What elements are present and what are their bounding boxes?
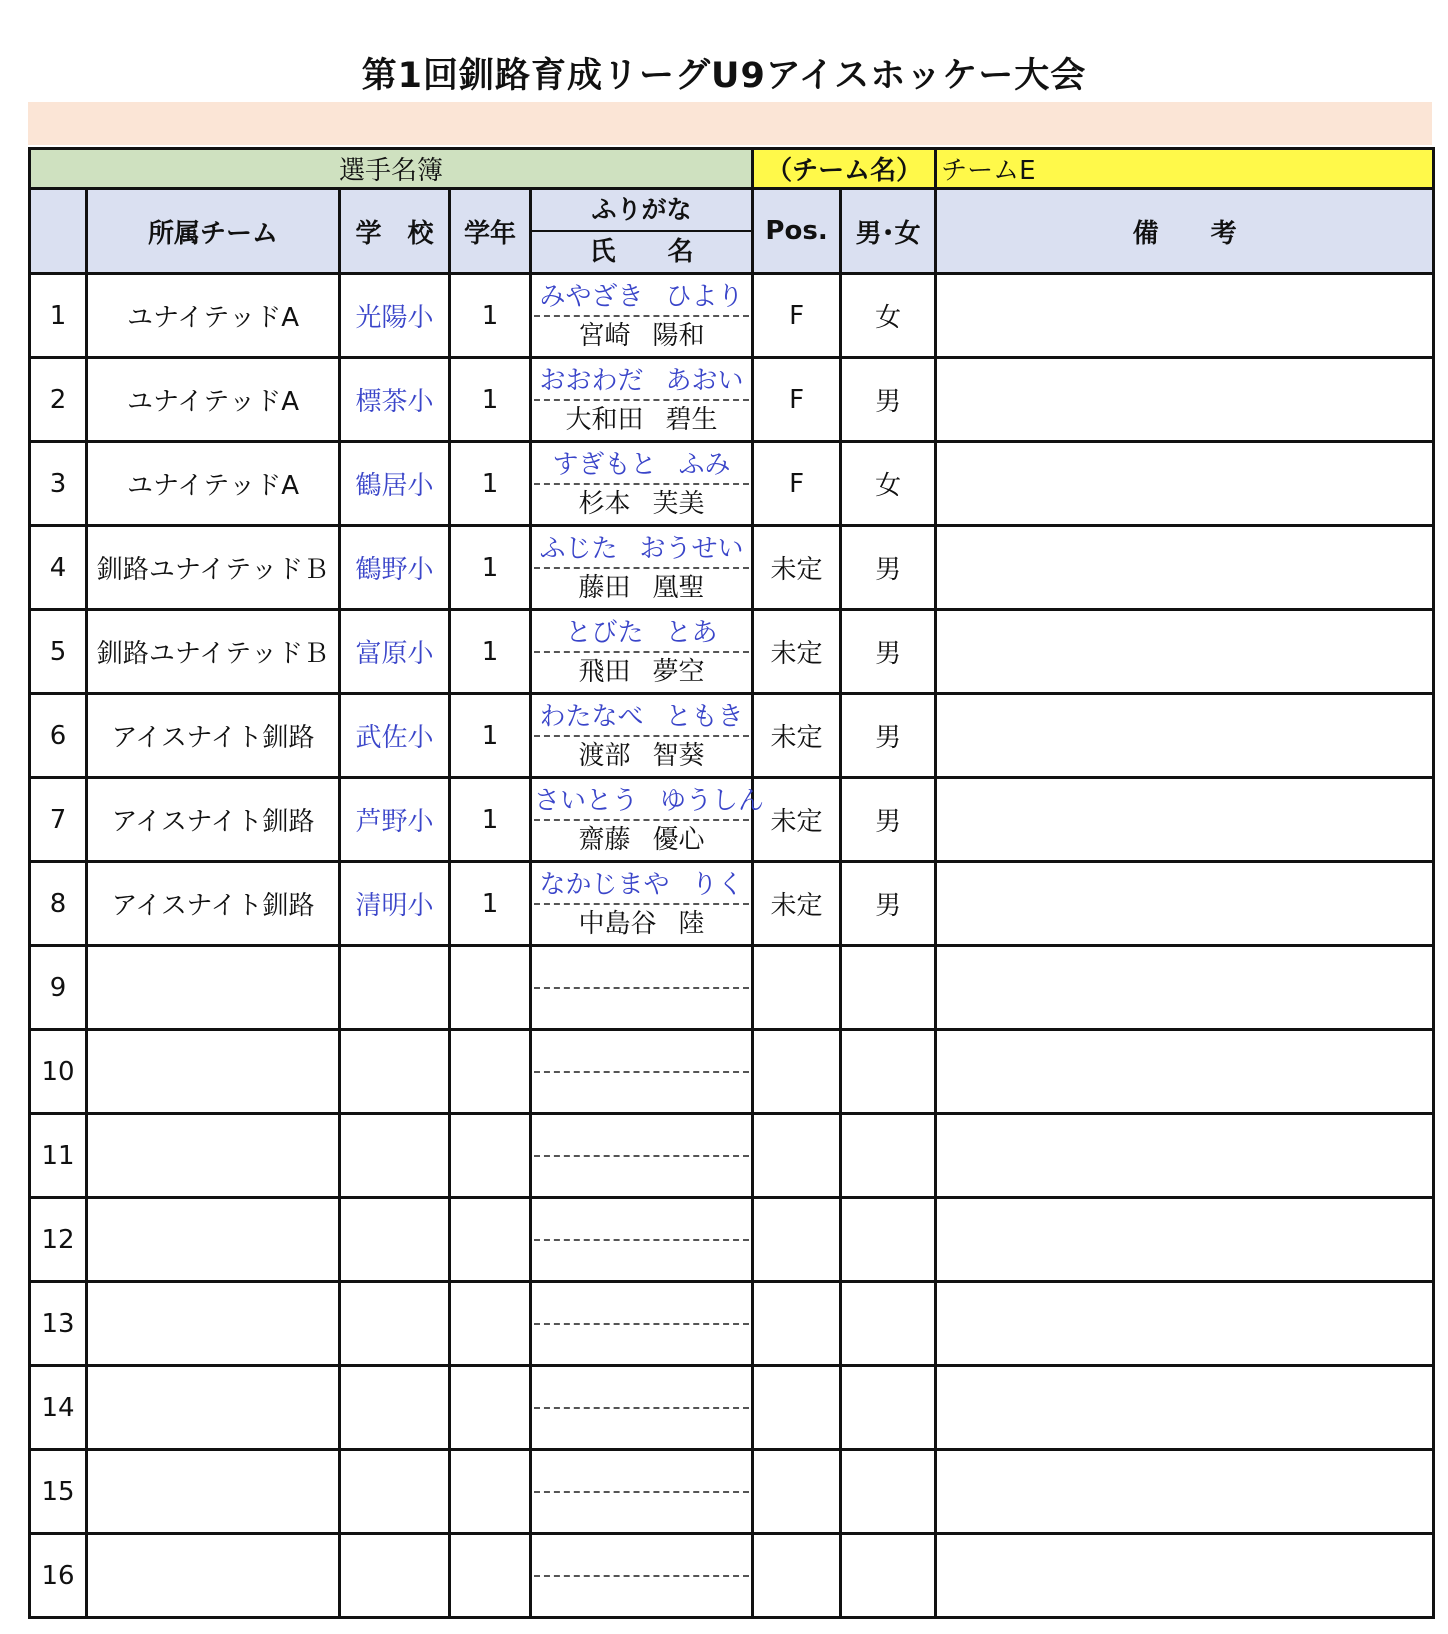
row-number: 12 [30, 1198, 87, 1282]
grade-cell[interactable]: 1 [450, 778, 531, 862]
first-name: 優心 [652, 824, 705, 855]
grade-cell[interactable]: 1 [450, 442, 531, 526]
name-line [532, 905, 751, 943]
furigana-line [534, 613, 749, 653]
gender-cell[interactable]: 男 [841, 610, 936, 694]
remarks-cell[interactable] [936, 1198, 1434, 1282]
team-cell[interactable]: ユナイテッドA [87, 442, 340, 526]
gender-cell[interactable] [841, 1114, 936, 1198]
pos-cell[interactable] [753, 1366, 841, 1450]
player-row [30, 1198, 1434, 1282]
player-row [30, 442, 1434, 526]
row-number: 4 [30, 526, 87, 610]
kana-last: なかじまや [539, 869, 670, 900]
school-cell[interactable]: 芦野小 [340, 778, 450, 862]
row-number: 3 [30, 442, 87, 526]
gender-cell[interactable] [841, 1030, 936, 1114]
remarks-cell[interactable] [936, 1366, 1434, 1450]
furigana-line [534, 445, 749, 485]
grade-cell[interactable] [450, 1450, 531, 1534]
gender-cell[interactable] [841, 946, 936, 1030]
grade-cell[interactable] [450, 946, 531, 1030]
pos-cell[interactable]: 未定 [753, 694, 841, 778]
name-cell[interactable] [531, 1198, 753, 1282]
grade-cell[interactable] [450, 1534, 531, 1618]
grade-cell[interactable]: 1 [450, 610, 531, 694]
furigana-line [534, 361, 749, 401]
row-number: 1 [30, 274, 87, 358]
pos-cell[interactable] [753, 1534, 841, 1618]
player-row [30, 1030, 1434, 1114]
school-cell[interactable]: 清明小 [340, 862, 450, 946]
kana-last: さいとう [534, 785, 639, 816]
team-name-label: （チーム名） [753, 149, 936, 189]
row-number: 7 [30, 778, 87, 862]
team-cell[interactable] [87, 1366, 340, 1450]
school-cell[interactable] [340, 1198, 450, 1282]
row-number: 2 [30, 358, 87, 442]
grade-cell[interactable] [450, 1114, 531, 1198]
player-row [30, 862, 1434, 946]
school-cell[interactable] [340, 1534, 450, 1618]
grade-cell[interactable] [450, 1198, 531, 1282]
team-cell[interactable] [87, 1282, 340, 1366]
name-line [532, 569, 751, 607]
remarks-cell[interactable] [936, 862, 1434, 946]
gender-cell[interactable] [841, 1534, 936, 1618]
team-cell[interactable]: ユナイテッドA [87, 274, 340, 358]
first-name: 陸 [678, 908, 705, 939]
team-cell[interactable] [87, 1030, 340, 1114]
kana-last: わたなべ [539, 701, 644, 732]
header-number [30, 189, 87, 274]
name-line [532, 401, 751, 439]
furigana-line [534, 1033, 749, 1073]
kana-first: ひより [665, 281, 744, 312]
last-name: 藤田 [578, 572, 631, 603]
name-cell[interactable] [531, 694, 753, 778]
pos-cell[interactable]: 未定 [753, 526, 841, 610]
furigana-line [534, 865, 749, 905]
furigana-line [534, 1453, 749, 1493]
name-line [532, 989, 751, 1027]
pos-cell[interactable]: 未定 [753, 862, 841, 946]
remarks-cell[interactable] [936, 358, 1434, 442]
gender-cell[interactable] [841, 1198, 936, 1282]
name-cell[interactable] [531, 946, 753, 1030]
kana-first: りく [691, 869, 744, 900]
gender-cell[interactable] [841, 1366, 936, 1450]
furigana-line [534, 1537, 749, 1577]
kana-first: あおい [665, 365, 744, 396]
row-number: 15 [30, 1450, 87, 1534]
name-line [532, 1409, 751, 1447]
last-name: 飛田 [578, 656, 631, 687]
name-line [532, 1577, 751, 1615]
name-line [532, 1325, 751, 1363]
kana-first: とあ [665, 617, 718, 648]
furigana-line [534, 781, 765, 821]
gender-cell[interactable]: 男 [841, 526, 936, 610]
name-cell[interactable] [531, 1030, 753, 1114]
furigana-line [534, 1201, 749, 1241]
gender-cell[interactable]: 女 [841, 274, 936, 358]
row-number: 5 [30, 610, 87, 694]
pos-cell[interactable] [753, 1114, 841, 1198]
first-name: 智葵 [652, 740, 705, 771]
gender-cell[interactable]: 男 [841, 694, 936, 778]
team-cell[interactable]: アイスナイト釧路 [87, 862, 340, 946]
team-cell[interactable]: 釧路ユナイテッドＢ [87, 526, 340, 610]
header-school: 学 校 [340, 189, 450, 274]
player-row [30, 526, 1434, 610]
remarks-cell[interactable] [936, 946, 1434, 1030]
remarks-cell[interactable] [936, 1450, 1434, 1534]
pos-cell[interactable] [753, 1450, 841, 1534]
name-cell[interactable] [531, 274, 753, 358]
pos-cell[interactable]: F [753, 442, 841, 526]
team-name-value[interactable]: チームE [936, 149, 1434, 189]
school-cell[interactable] [340, 1030, 450, 1114]
player-row [30, 1366, 1434, 1450]
first-name: 碧生 [665, 404, 718, 435]
grade-cell[interactable]: 1 [450, 358, 531, 442]
gender-cell[interactable] [841, 1282, 936, 1366]
name-cell[interactable] [531, 778, 765, 862]
school-cell[interactable]: 鶴野小 [340, 526, 450, 610]
furigana-line [534, 1285, 749, 1325]
team-cell[interactable] [87, 1534, 340, 1618]
row-number: 6 [30, 694, 87, 778]
first-name: 芙美 [652, 488, 705, 519]
header-name: 氏 名 [589, 237, 694, 267]
furigana-line [534, 529, 749, 569]
player-row [30, 1450, 1434, 1534]
remarks-cell[interactable] [936, 1030, 1434, 1114]
row-number: 9 [30, 946, 87, 1030]
player-row [30, 610, 1434, 694]
school-cell[interactable]: 標茶小 [340, 358, 450, 442]
remarks-cell[interactable] [936, 778, 1434, 862]
player-row [30, 694, 1434, 778]
header-pos: Pos. [753, 189, 841, 274]
name-cell[interactable] [531, 442, 753, 526]
name-cell[interactable] [531, 1366, 753, 1450]
player-row [30, 274, 1434, 358]
grade-cell[interactable]: 1 [450, 274, 531, 358]
pos-cell[interactable]: F [753, 274, 841, 358]
name-cell[interactable] [531, 610, 753, 694]
name-line [532, 821, 751, 859]
kana-last: すぎもと [552, 449, 657, 480]
name-cell[interactable] [531, 358, 753, 442]
kana-first: ゆうしん [660, 785, 765, 816]
team-cell[interactable]: アイスナイト釧路 [87, 694, 340, 778]
name-line [532, 1073, 751, 1111]
gender-cell[interactable]: 男 [841, 358, 936, 442]
name-line [532, 737, 751, 775]
gender-cell[interactable]: 男 [841, 778, 936, 862]
header-team: 所属チーム [87, 189, 340, 274]
roster-label: 選手名簿 [30, 149, 753, 189]
last-name: 渡部 [578, 740, 631, 771]
remarks-cell[interactable] [936, 1114, 1434, 1198]
furigana-line [534, 1369, 749, 1409]
roster-table [28, 147, 1435, 1619]
team-cell[interactable]: ユナイテッドA [87, 358, 340, 442]
name-line [532, 1157, 751, 1195]
furigana-line [534, 949, 749, 989]
remarks-cell[interactable] [936, 442, 1434, 526]
name-cell[interactable] [531, 1114, 753, 1198]
school-cell[interactable]: 光陽小 [340, 274, 450, 358]
kana-last: おおわだ [539, 365, 644, 396]
remarks-cell[interactable] [936, 610, 1434, 694]
grade-cell[interactable] [450, 1030, 531, 1114]
team-cell[interactable] [87, 1114, 340, 1198]
row-number: 10 [30, 1030, 87, 1114]
furigana-line [534, 697, 749, 737]
kana-first: おうせい [639, 533, 744, 564]
row-number: 11 [30, 1114, 87, 1198]
player-row [30, 1534, 1434, 1618]
kana-last: とびた [565, 617, 644, 648]
last-name: 大和田 [565, 404, 644, 435]
name-line [532, 317, 751, 355]
school-cell[interactable]: 富原小 [340, 610, 450, 694]
kana-first: ともき [665, 701, 744, 732]
remarks-cell[interactable] [936, 526, 1434, 610]
first-name: 夢空 [652, 656, 705, 687]
name-line [532, 485, 751, 523]
furigana-line [534, 1117, 749, 1157]
header-remarks: 備 考 [936, 189, 1434, 274]
team-cell[interactable] [87, 1198, 340, 1282]
header-grade: 学年 [450, 189, 531, 274]
name-line [532, 1241, 751, 1279]
gender-cell[interactable]: 男 [841, 862, 936, 946]
kana-last: ふじた [539, 533, 618, 564]
row-number: 8 [30, 862, 87, 946]
last-name: 宮崎 [578, 320, 631, 351]
remarks-cell[interactable] [936, 1282, 1434, 1366]
gender-cell[interactable] [841, 1450, 936, 1534]
remarks-cell[interactable] [936, 694, 1434, 778]
grade-cell[interactable]: 1 [450, 694, 531, 778]
last-name: 杉本 [578, 488, 631, 519]
remarks-cell[interactable] [936, 1534, 1434, 1618]
player-row [30, 946, 1434, 1030]
grade-cell[interactable] [450, 1366, 531, 1450]
last-name: 齋藤 [578, 824, 631, 855]
pos-cell[interactable] [753, 1030, 841, 1114]
school-cell[interactable]: 武佐小 [340, 694, 450, 778]
furigana-line [534, 277, 749, 317]
first-name: 凰聖 [652, 572, 705, 603]
top-band [28, 102, 1432, 145]
last-name: 中島谷 [578, 908, 657, 939]
kana-last: みやざき [539, 281, 644, 312]
row-number: 14 [30, 1366, 87, 1450]
school-cell[interactable] [340, 1114, 450, 1198]
name-line [532, 653, 751, 691]
name-line [532, 1493, 751, 1531]
pos-cell[interactable] [753, 946, 841, 1030]
grade-cell[interactable]: 1 [450, 526, 531, 610]
name-cell[interactable] [531, 1450, 753, 1534]
kana-first: ふみ [678, 449, 731, 480]
grade-cell[interactable] [450, 1282, 531, 1366]
name-cell[interactable] [531, 526, 753, 610]
row-number: 16 [30, 1534, 87, 1618]
player-row [30, 778, 1434, 862]
pos-cell[interactable] [753, 1282, 841, 1366]
player-row [30, 1282, 1434, 1366]
pos-cell[interactable]: F [753, 358, 841, 442]
name-cell[interactable] [531, 862, 753, 946]
team-cell[interactable] [87, 1450, 340, 1534]
team-cell[interactable] [87, 946, 340, 1030]
header-furigana: ふりがな [532, 190, 751, 232]
pos-cell[interactable]: 未定 [753, 610, 841, 694]
team-cell[interactable]: アイスナイト釧路 [87, 778, 340, 862]
school-cell[interactable] [340, 1282, 450, 1366]
player-row [30, 358, 1434, 442]
row-number: 13 [30, 1282, 87, 1366]
player-row [30, 1114, 1434, 1198]
school-cell[interactable] [340, 946, 450, 1030]
school-cell[interactable] [340, 1366, 450, 1450]
page-title: 第1回釧路育成リーグU9アイスホッケー大会 [361, 56, 1087, 96]
pos-cell[interactable] [753, 1198, 841, 1282]
school-cell[interactable] [340, 1450, 450, 1534]
gender-cell[interactable]: 女 [841, 442, 936, 526]
first-name: 陽和 [652, 320, 705, 351]
team-cell[interactable]: 釧路ユナイテッドＢ [87, 610, 340, 694]
remarks-cell[interactable] [936, 274, 1434, 358]
name-cell[interactable] [531, 1282, 753, 1366]
school-cell[interactable]: 鶴居小 [340, 442, 450, 526]
grade-cell[interactable]: 1 [450, 862, 531, 946]
header-gender: 男･女 [841, 189, 936, 274]
pos-cell[interactable]: 未定 [753, 778, 841, 862]
name-cell[interactable] [531, 1534, 753, 1618]
